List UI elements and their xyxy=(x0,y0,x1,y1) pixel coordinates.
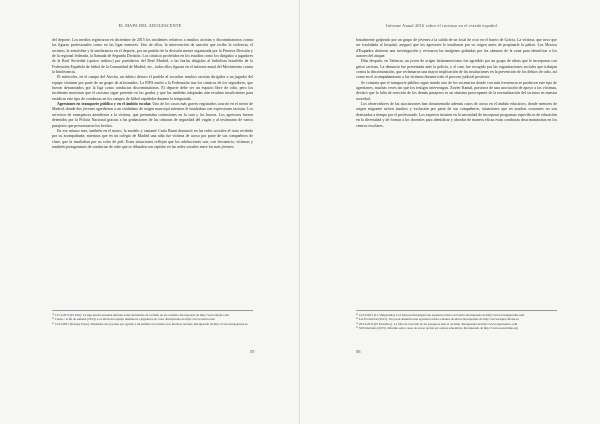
right-page xyxy=(300,0,600,424)
paragraph xyxy=(52,101,253,128)
paragraph-text: Los observadores de las asociaciones han documentado además casos de acoso en el ámbito educativo, donde menores de origen migrante sufren insultos y exclusión por parte de sus compañeros, situaciones que en muchas ocasiones no son detectadas a tiempo por el profesorado. Los expertos insisten en la necesidad de incorporar programas específicos de educación en la diversidad y de formar a los docentes para identificar y abordar de manera eficaz estas conductas discriminatorias en los centros escolares. xyxy=(356,101,557,128)
paragraph-text: En ese mismo mes, también en el metro, la modelo y cantante Carla Bruni denunció en las redes sociales el trato recibido por su acompañante, mientras que en un colegio de Madrid una niña fue víctima de acoso por parte de sus compañeros de clase, que la insultaban por su color de piel. Estas situaciones reflejan que los adolescentes son, con frecuencia, víctimas y también protagonistas de conductas de odio que se difunden con rapidez en las redes sociales entre los más jóvenes. xyxy=(52,127,253,149)
paragraph xyxy=(356,37,557,58)
running-head: Informe Anual 2016 sobre el racismo en el estado español xyxy=(386,23,498,28)
body-text xyxy=(356,37,557,128)
footnote: ¹⁴ Las Provincias (2015). Un joven denuncia una agresión racista a manos de ultras. Recuperado de http://www.lasprovincias.es xyxy=(356,317,519,322)
paragraph xyxy=(52,128,253,149)
paragraph-text: El miércoles, en el campo del Atocha, un árbitro detuvo el partido al escuchar insultos racistas dirigidos a un jugador del equipo visitante por parte de un grupo de aficionados. La FIFA multó a la Federación tras los cánticos de los seguidores, que fueron denunciados por la liga como conductas discriminatorias. El deporte debe ser un espacio libre de odio, pero los incidentes muestran que el racismo sigue presente en las gradas y que las medidas adoptadas aún resultan insuficientes para erradicar este tipo de conductas en los campos de fútbol españoles durante la temporada. xyxy=(52,74,253,101)
paragraph-text: Uno de los casos más graves registrados ocurrió en el metro de Madrid, donde dos jóvenes agredieron a un ciudadano de origen marroquí mientras le insultaban con expresiones racistas. Los servicios de emergencia atendieron a la víctima, que presentaba contusiones en la cara y los brazos. Los agresores fueron detenidos por la Policía Nacional gracias a las grabaciones de las cámaras de seguridad del vagón y al testimonio de varios pasajeros que presenciaron los hechos. xyxy=(52,101,253,128)
footnote: ¹⁵ 20/12/2015 (El Periódico). La falta de reacción de los pasajeros ante el racismo. Recuperado de http://www.elperiodico.com xyxy=(356,321,518,326)
footnote: ¹⁰ 13/11/2015 (El País). La liga estatal presenta informe sobre incidentes de racismo en los estadios. Recuperado de http://www.elpais.com xyxy=(52,313,229,317)
page-number: 56 xyxy=(356,349,361,354)
body-text xyxy=(52,37,253,149)
paragraph xyxy=(356,101,557,128)
paragraph-text: brutalmente golpeado por un grupo de jóvenes a la salida de un local de ocio en el barrio de Gràcia. La víctima, que tuvo que ser trasladada al hospital, aseguró que los agresores le insultaron por su origen antes de propinarle la paliza. Los Mossos d'Esquadra abrieron una investigación y revisaron las imágenes grabadas por las cámaras de la zona para identificar a los autores del ataque. xyxy=(356,37,557,59)
paragraph xyxy=(52,74,253,101)
footnotes xyxy=(52,310,253,326)
paragraph-text: Se constata que el transporte público sigue siendo uno de los escenarios donde con más frecuencia se producen este tipo de agresiones, muchas veces sin que los testigos intervengan. Xavier Kamal, portavoz de una asociación de apoyo a las víctimas, declaró que la falta de reacción de los demás pasajeros es un síntoma preocupante de la normalización del racismo en nuestra sociedad. xyxy=(356,79,557,101)
paragraph xyxy=(52,37,253,74)
paragraph-lead: Agresiones en transporte público y en el ámbito escolar. xyxy=(57,101,152,107)
paragraph xyxy=(356,80,557,101)
footnote: ¹⁶ SOS Racismo (2015). Informe sobre casos de acoso racista en centros educativos. Recuperado de http://www.sosracisme.org xyxy=(356,325,518,330)
page-number: 55 xyxy=(250,349,255,354)
footnotes xyxy=(356,310,557,330)
paragraph-text: del deporte. Los medios registraron en diciembre de 2015 los incidentes relativos a insultos racistas y discriminatorios contra las figuras profesionales como en las ligas menores. Uno de ellos, la intervención de sanción que recibe la violencia, el racismo, la xenofobia y la intolerancia en el deporte, por un partido de la división menor organizada por la Primera División y de la regional federada, la llamada de Segunda División. Los cánticos proferidos en los estadios como los dirigidos a jugadores de la Real Sociedad («putos indios») por partidarios del Real Madrid, o las burlas dirigidas al futbolista brasileño de la Federación Española de fútbol de la Comunidad de Madrid, etc., todos ellos figuran en el informe anual del Movimiento contra la Intolerancia. xyxy=(52,37,253,75)
running-head: EL MAPA DEL ADOLESCENTE xyxy=(118,23,182,28)
footnote: ¹¹ Cuatro / A fin de semana (2015). Los ultras del equipo insultaron a jugadores de color. Recuperado de http://www.cuatro.com xyxy=(52,317,215,322)
paragraph-text: Días después, en Valencia, un joven de origen latinoamericano fue agredido por un grupo de ultras que le increparon con gritos racistas. La denuncia fue presentada ante la policía, y el caso fue recogido por las organizaciones sociales que trabajan contra la discriminación, que reclamaron una mayor implicación de las instituciones en la prevención de los delitos de odio, así como en el acompañamiento a las víctimas durante todo el proceso judicial posterior. xyxy=(356,58,557,80)
footnote: ¹² 13/12/2015 (Europa Press). Detenidos dos jóvenes por agredir a un hombre en el metro por motivos racistas. Recuperado de http://www.europapress.es xyxy=(52,321,248,326)
footnote: ¹³ 14/12/2015 (La Vanguardia). Los Mossos investigan una agresión racista en Gràcia. Recuperado de http://www.lavanguardia.com xyxy=(356,313,525,317)
paragraph xyxy=(356,58,557,79)
